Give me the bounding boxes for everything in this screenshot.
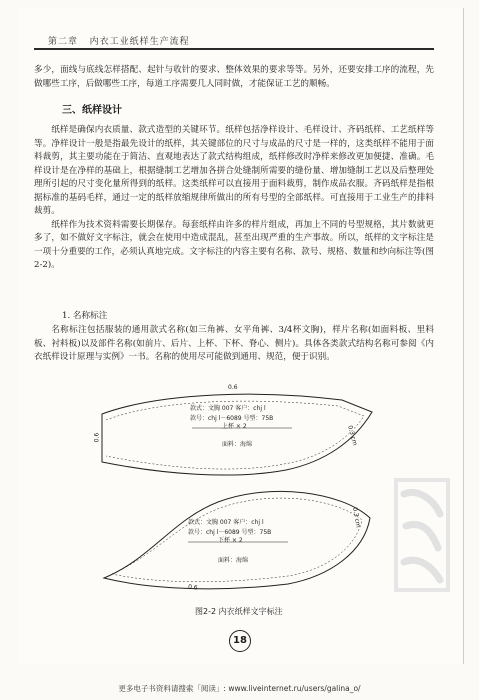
- lower-label-line1: 款式：文胸 007 客户：chj l: [188, 519, 264, 526]
- main-block: [34, 124, 434, 273]
- running-header: [48, 34, 438, 47]
- upper-dim-top: 0.6: [228, 384, 238, 391]
- intro-paragraph: 多少，面线与底线怎样搭配、起针与收针的要求、整体效果的要求等等。另外，还要安排工序的流程，先做哪些工序，后做哪些工序，每道工序需要几人同时做，才能保证工艺的顺畅。: [34, 65, 434, 89]
- chapter-number: 第二章: [48, 37, 79, 47]
- lower-dim-bottom: 0.6: [187, 583, 198, 592]
- lower-dim-right: 0.3 cm: [351, 506, 362, 529]
- subsection-paragraph: 名称标注包括服装的通用款式名称(如三角裤、女平角裤、3/4杯文胸)，样片名称(如面料板、里料板、衬料板)以及部件名称(如前片、后片、上杯、下杯、脊心、侧片)。具体各类款式结构名称可参阅《内衣纸样设计原理与实例》一书。名称的使用尽可能做到通用、规范，便于识别。: [34, 325, 434, 362]
- chapter-title: 内衣工业纸样生产流程: [89, 37, 190, 47]
- watermark-graphic: [388, 470, 458, 600]
- intro-block: [34, 64, 434, 91]
- upper-label-line4: 面料：海绵: [222, 441, 253, 448]
- header-rule: [34, 48, 434, 50]
- upper-dim-left: 0.6: [93, 432, 101, 443]
- lower-label-line2: 款号：chj l－6089 号型：75B: [188, 529, 272, 536]
- section-title: 三、纸样设计: [62, 105, 122, 116]
- lower-label-line3: 下杯 × 2: [218, 537, 243, 544]
- upper-label-line1: 款式：文胸 007 客户：chj l: [190, 405, 266, 412]
- upper-dim-right: 0.3 cm: [346, 424, 359, 447]
- watermark-seal: [388, 470, 458, 600]
- paragraph-annotation: 纸样作为技术资料需要长期保存。每套纸样由许多的样片组成，再加上不同的号型规格，其片数就更多了，如不做好文字标注，就会在使用中造成混乱，甚至出现严重的生产事故。所以，纸样的文字标注是一项十分重要的工作，必须认真地完成。文字标注的内容主要有名称、款号、规格、数量和纱向标注等(图2-2)。: [34, 219, 434, 270]
- subsection-title: 1. 名称标注: [62, 311, 108, 321]
- footer-text: 更多电子书资料请搜索「阅读」: www.liveinternet.ru/users/galina_o/: [118, 684, 361, 693]
- lower-label-line4: 面料：海绵: [218, 557, 249, 564]
- subsection-block: [34, 324, 434, 365]
- figure-caption: 图2-2 内衣纸样文字标注: [195, 607, 283, 616]
- upper-label-line3: 上杯 × 2: [222, 423, 247, 430]
- upper-label-line2: 款号：chj l－6089 号型：75B: [190, 415, 274, 422]
- page-number: 18: [229, 630, 251, 652]
- paragraph-pattern-types: 纸样是确保内衣质量、款式造型的关键环节。纸样包括净样设计、毛样设计、齐码纸样、工艺纸样等等。净样设计一般是指最先设计的纸样，其关键部位的尺寸与成品的尺寸是一样的，这类纸样不能用于面料裁剪，其主要功能在于简洁、直观地表达了款式结构组成，纸样修改时净样来修改更加便捷、准确。毛样设计是在净样的基础上，根据缝制工艺增加各拼合处缝制所需要的缝份量、增加缝制工艺以及后整理处理所引起的尺寸变化量所得到的纸样。这类纸样可以直接用于面料裁剪，制作成品衣服。齐码纸样是指根据标准的基码毛样，通过一定的纸样放缩规律所做出的所有号型的全部纸样。可直接用于工业生产的排料裁剪。: [34, 125, 434, 216]
- figure-2-2: [92, 378, 382, 598]
